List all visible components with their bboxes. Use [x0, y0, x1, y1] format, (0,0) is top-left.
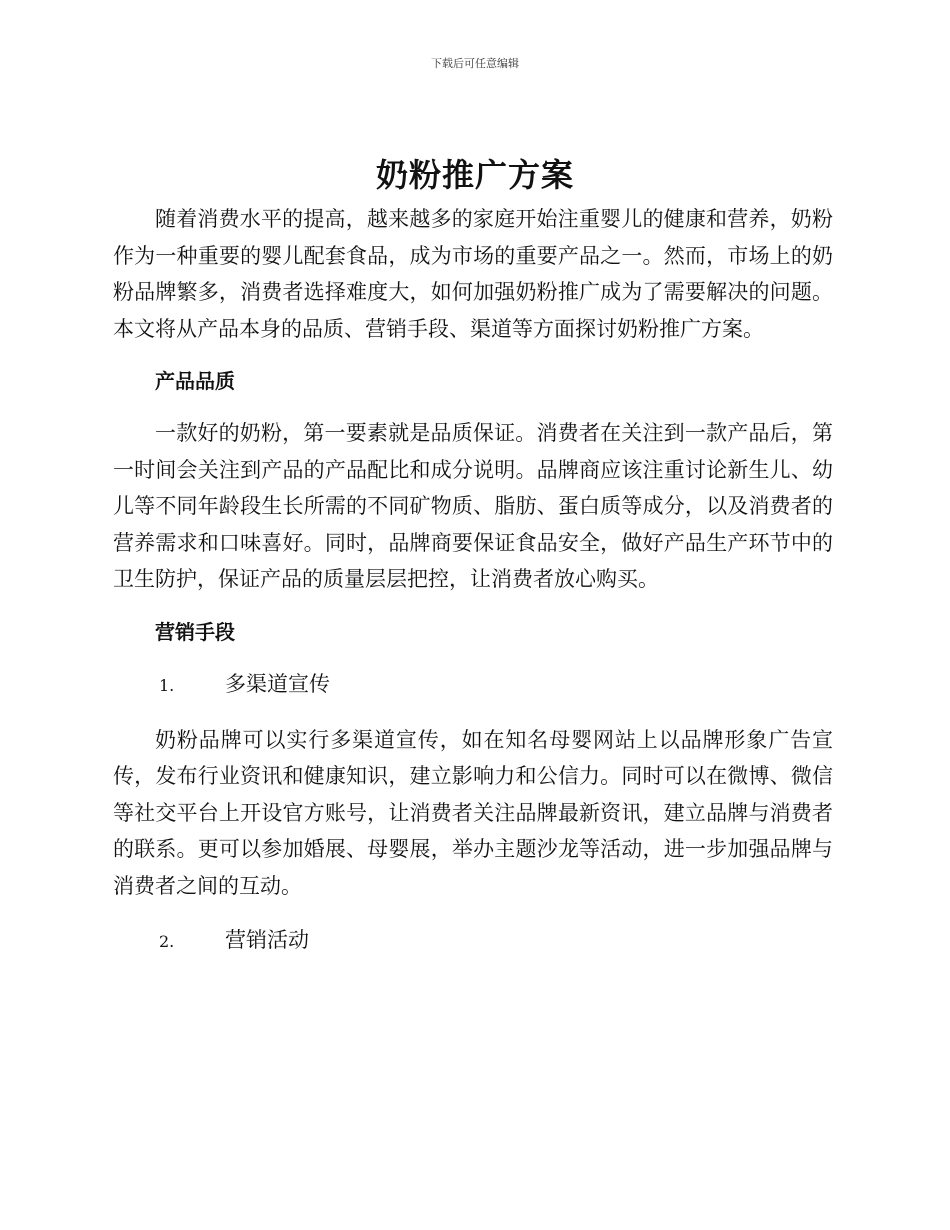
list-number: 1. — [159, 675, 175, 695]
document-body — [113, 201, 833, 960]
list-item-marketing-activities — [113, 922, 833, 960]
section-heading-product-quality: 产品品质 — [155, 369, 235, 393]
list-item-multichannel — [113, 666, 833, 704]
multichannel-paragraph: 奶粉品牌可以实行多渠道宣传，如在知名母婴网站上以品牌形象广告宣传，发布行业资讯和健康知识，建立影响力和公信力。同时可以在微博、微信等社交平台上开设官方账号，让消费者关注品牌最新资讯，建立品牌与消费者的联系。更可以参加婚展、母婴展，举办主题沙龙等活动，进一步加强品牌与消费者之间的互动。 — [113, 727, 833, 898]
product-quality-paragraph: 一款好的奶粉，第一要素就是品质保证。消费者在关注到一款产品后，第一时间会关注到产品的产品配比和成分说明。品牌商应该注重讨论新生儿、幼儿等不同年龄段生长所需的不同矿物质、脂肪、蛋白质等成分，以及消费者的营养需求和口味喜好。同时，品牌商要保证食品安全，做好产品生产环节中的卫生防护，保证产品的质量层层把控，让消费者放心购买。 — [113, 421, 833, 591]
list-item-title: 多渠道宣传 — [225, 671, 330, 696]
section-heading-marketing: 营销手段 — [155, 619, 235, 644]
intro-paragraph: 随着消费水平的提高，越来越多的家庭开始注重婴儿的健康和营养，奶粉作为一种重要的婴儿配套食品，成为市场的重要产品之一。然而，市场上的奶粉品牌繁多，消费者选择难度大，如何加强奶粉推广成为了需要解决的问题。本文将从产品本身的品质、营销手段、渠道等方面探讨奶粉推广方案。 — [113, 207, 833, 341]
list-item-title: 营销活动 — [225, 928, 309, 952]
document-title: 奶粉推广方案 — [375, 156, 574, 194]
list-number: 2. — [159, 932, 175, 951]
header-note: 下载后可任意编辑 — [431, 57, 519, 70]
